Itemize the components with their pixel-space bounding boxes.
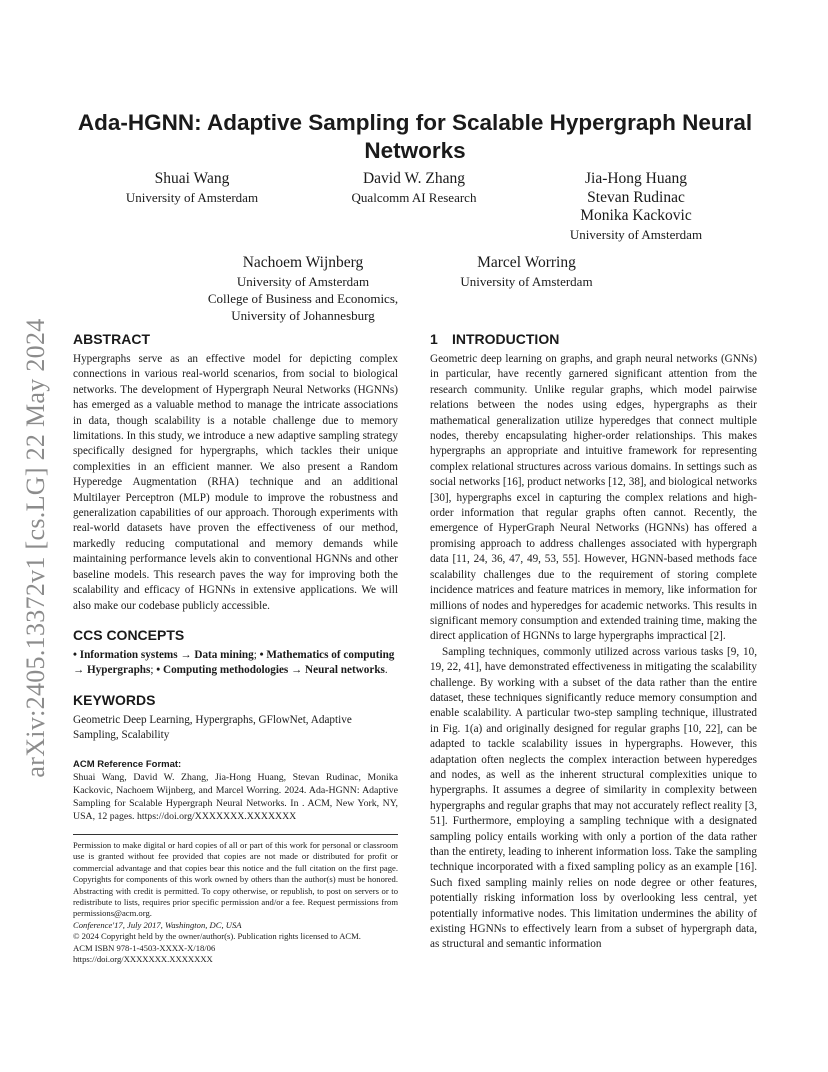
ccs-heading: CCS CONCEPTS	[73, 626, 185, 643]
conference-info: Conference'17, July 2017, Washington, DC, USA	[73, 919, 242, 930]
keywords-text: Geometric Deep Learning, Hypergraphs, GFlowNet, Adaptive Sampling, Scalability	[73, 713, 352, 742]
permission-notice: Permission to make digital or hard copies of all or part of this work for personal or classroom use is granted without fee provided that copies are not made or distributed for profit or commercial advantage and that copies bear this notice and the full citation on the first page. Copyrights for components of this work owned by others than the author(s) must be honored. Abstracting with credit is permitted. To copy otherwise, or republish, to post on servers or to redistribute to lists, requires prior specific permission and/or a fee. Request permissions from permissions@acm.org.	[73, 840, 398, 919]
abstract-text: Hypergraphs serve as an effective model for depicting complex connections in various real-world scenarios, from social to biological networks. The development of Hypergraph Neural Networks (HGNNs) has emerged as a valuable method to manage the intricate associations in data, though scalability is a notable challenge due to memory limitations. In this study, we introduce a new adaptive sampling strategy specifically designed for hypergraphs, which tackles their unique complexities in an efficient manner. We also present a Random Hyperedge Augmentation (RHA) technique and an additional Multilayer Perceptron (MLP) module to improve the robustness and generalization capabilities of our approach. Thorough experiments with real-world datasets have proven the effectiveness of our method, markedly reducing computational and memory demands while maintaining performance levels akin to conventional HGNNs and other baseline models. This research paves the way for improving both the scalability and efficacy of HGNNs in extensive applications. We will also make our codebase publicly accessible.	[73, 353, 398, 612]
intro-paragraph: Geometric deep learning on graphs, and graph neural networks (GNNs) in particular, have recently garnered significant attention from the research community. Unlike regular graphs, which model pairwise relations between the nodes using edges, hypergraphs as their mathematical generalization utilize hyperedges that connect multiple nodes, thereby encapsulating higher-order relationships. This makes hypergraphs an appropriate and intuitive framework for representing complex relational structures across various domains. In settings such as social networks [16], product networks [12, 38], and biological networks [30], hypergraphs excel in capturing the complex relations and high-order information that regular graphs often cannot. Recently, the emergence of HyperGraph Neural Networks (HGNNs) has offered a promising approach to address challenges associated with hypergraph data [11, 24, 36, 47, 49, 53, 55]. However, HGNN-based methods face scalability challenges due to the requirement of storing complete incidence matrices and feature matrices in memory, like information for millions of nodes and hyperedges for academic networks. This results in significant memory consumption and extended training time, making the direct application of HGNNs to large hypergraphs impractical [2].	[430, 353, 757, 643]
author-affiliation: University of Amsterdam College of Business and Economics, University of Johannesburg	[207, 273, 399, 323]
left-column	[73, 330, 398, 823]
intro-paragraph: Sampling techniques, commonly utilized across various tasks [9, 10, 19, 22, 41], have demonstrated effectiveness in mitigating the scalability challenge. By working with a subset of the data rather than the entire dataset, these techniques significantly reduce memory consumption and enable scalability. A particular two-step sampling technique, illustrated in Fig. 1(a) and originally designed for regular graphs [10, 22], can be adapted to tackle scalability issues in hypergraphs. However, this adaptation often neglects the complex interaction between hyperedges and nodes, as well as the inherent structural complexities unique to hypergraphs. It assumes a degree of similarity in complexity between hypergraphs and regular graphs that may not accurately reflect reality [3, 51]. Furthermore, employing a sampling technique with a designated sampling policy entails working with only a portion of the data rather than the entirety, leading to inherent information loss. Take the sampling technique incorporated with a fixed sampling policy as an example [16]. Such fixed sampling mainly relies on node degree or other features, potentially risking information loss by overlooking less central, yet potentially informative nodes. This limitation undermines the ability of existing HGNNs to effectively learn from a subset of hypergraph data, as structural and semantic information	[430, 645, 757, 951]
author-affiliation: Qualcomm AI Research	[351, 189, 477, 205]
author-block	[444, 254, 609, 290]
author-block	[551, 170, 721, 243]
author-name: Shuai Wang	[154, 170, 230, 187]
author-block	[334, 170, 494, 206]
acm-reference-heading: ACM Reference Format:	[73, 758, 182, 770]
ccs-separator: ;	[150, 664, 157, 677]
doi-link[interactable]: https://doi.org/XXXXXXX.XXXXXXX	[73, 954, 213, 965]
right-column	[430, 330, 757, 953]
introduction-heading	[430, 330, 757, 348]
keywords-heading: KEYWORDS	[73, 691, 156, 708]
ccs-item: • Information systems → Data mining	[73, 648, 254, 661]
copyright-footnote	[73, 840, 398, 965]
copyright-line: © 2024 Copyright held by the owner/author(s). Publication rights licensed to ACM.	[73, 931, 361, 942]
acm-reference-text: Shuai Wang, David W. Zhang, Jia-Hong Huang, Stevan Rudinac, Monika Kackovic, Nachoem Wijnberg, and Marcel Worring. 2024. Ada-HGNN: Adaptive Sampling for Scalable Hypergraph Neural Networks. In . ACM, New York, NY, USA, 12 pages. https://doi.org/XXXXXXX.XXXXXXX	[73, 771, 398, 823]
author-name: David W. Zhang	[362, 170, 466, 187]
abstract-heading: ABSTRACT	[73, 331, 150, 347]
author-name: Marcel Worring	[477, 254, 576, 271]
author-affiliation: University of Amsterdam	[125, 189, 259, 205]
author-affiliation: University of Amsterdam	[460, 273, 593, 289]
footnote-divider	[73, 834, 398, 835]
author-block	[193, 254, 413, 324]
ccs-item: • Mathematics of computing → Hypergraphs	[73, 648, 395, 677]
ccs-separator: ;	[253, 648, 260, 661]
author-block	[112, 170, 272, 206]
paper-title: Ada-HGNN: Adaptive Sampling for Scalable Hypergraph Neural Networks	[77, 110, 753, 163]
section-number: 1	[430, 331, 438, 347]
section-title: INTRODUCTION	[452, 331, 560, 347]
isbn-line: ACM ISBN 978-1-4503-XXXX-X/18/06	[73, 942, 216, 953]
author-name: Nachoem Wijnberg	[242, 254, 364, 271]
author-affiliation: University of Amsterdam	[569, 226, 703, 242]
author-name: Jia-Hong Huang Stevan Rudinac Monika Kackovic	[580, 170, 692, 224]
ccs-end: .	[384, 664, 388, 677]
ccs-concepts	[73, 648, 398, 679]
arxiv-stamp: arXiv:2405.13372v1 [cs.LG] 22 May 2024	[21, 318, 50, 778]
ccs-item: • Computing methodologies → Neural networks	[156, 664, 385, 677]
